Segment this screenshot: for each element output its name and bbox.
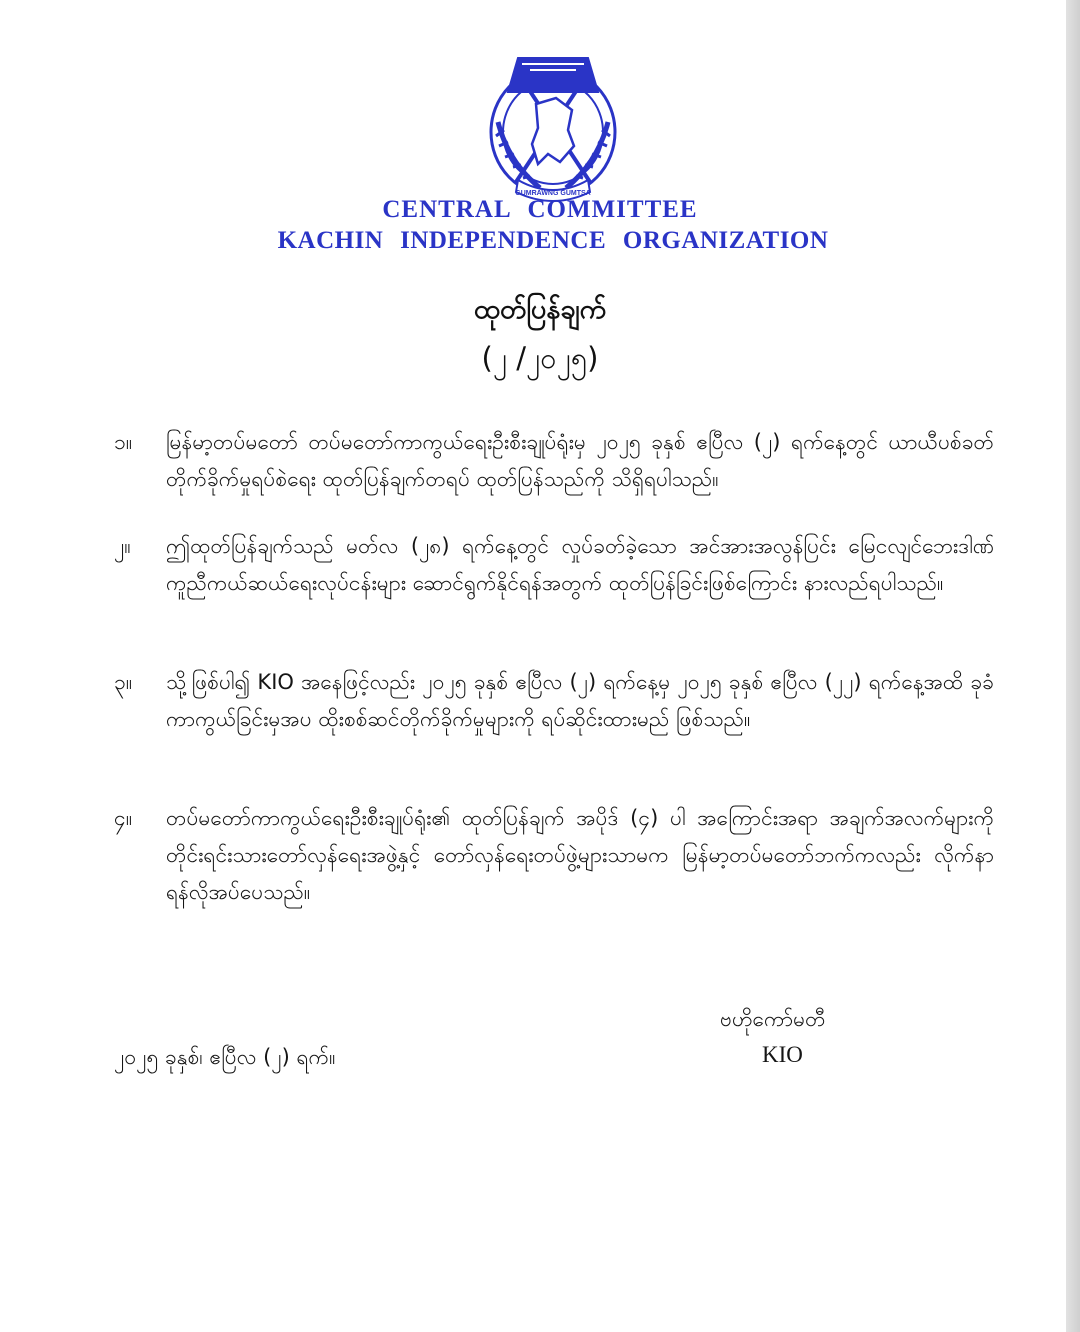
paragraph-text: တပ်မတော်ကာကွယ်ရေးဦးစီးချုပ်ရုံး၏ ထုတ်ပြန်ချက် အပိုဒ် (၄) ပါ အကြောင်းအရာ အချက်အလက်များကို တိုင်းရင်းသားတော်လှန်ရေးအဖွဲ့နှင့် တော်လှန်ရေးတပ်ဖွဲ့များသာမက မြန်မာ့တပ်မတော်ဘက်ကလည်း လိုက်နာရန်လိုအပ်ပေသည်။ <box>166 806 994 904</box>
issue-date: ၂၀၂၅ ခုနှစ်၊ ဧပြီလ (၂) ရက်။ <box>114 1045 336 1069</box>
paragraph-text: သို့ဖြစ်ပါ၍ KIO အနေဖြင့်လည်း ၂၀၂၅ ခုနှစ် ဧပြီလ (၂) ရက်နေ့မှ ၂၀၂၅ ခုနှစ် ဧပြီလ (၂၂) ရက်နေ့အထိ ခုခံကာကွယ်ခြင်းမှအပ ထိုးစစ်ဆင်တိုက်ခိုက်မှုများကို ရပ်ဆိုင်းထားမည် ဖြစ်သည်။ <box>166 670 994 731</box>
signatory-title: ဗဟိုကော်မတီ <box>720 1007 826 1031</box>
paragraph-1 <box>114 424 994 498</box>
document-title: ထုတ်ပြန်ချက် <box>473 294 607 325</box>
kio-emblem-icon <box>478 52 628 202</box>
header-organization-name: KACHIN INDEPENDENCE ORGANIZATION <box>277 227 829 254</box>
document-number: (၂ /၂၀၂၅) <box>481 341 599 375</box>
emblem-ribbon-text: GUMRAWNG GUMTSA <box>515 190 591 197</box>
paragraph-3 <box>114 664 994 738</box>
paragraph-number: ၃။ <box>114 670 133 694</box>
paragraph-2 <box>114 528 994 602</box>
paragraph-number: ၄။ <box>114 806 133 830</box>
signatory-org: KIO <box>762 1042 803 1067</box>
paragraph-text: မြန်မာ့တပ်မတော် တပ်မတော်ကာကွယ်ရေးဦးစီးချုပ်ရုံးမှ ၂၀၂၅ ခုနှစ် ဧပြီလ (၂) ရက်နေ့တွင် ယာယီပစ်ခတ်တိုက်ခိုက်မှုရပ်စဲရေး ထုတ်ပြန်ချက်တရပ် ထုတ်ပြန်သည်ကို သိရှိရပါသည်။ <box>166 430 994 491</box>
paragraph-number: ၁။ <box>114 430 133 454</box>
header-central-committee: CENTRAL COMMITTEE <box>382 196 698 223</box>
paragraph-number: ၂။ <box>114 534 131 558</box>
paragraph-4 <box>114 800 994 911</box>
paragraph-text: ဤထုတ်ပြန်ချက်သည် မတ်လ (၂၈) ရက်နေ့တွင် လှုပ်ခတ်ခဲ့သော အင်အားအလွန်ပြင်း မြေငလျင်ဘေးဒါဏ် ကူညီကယ်ဆယ်ရေးလုပ်ငန်းများ ဆောင်ရွက်နိုင်ရန်အတွက် ထုတ်ပြန်ခြင်းဖြစ်ကြောင်း နားလည်ရပါသည်။ <box>166 534 994 595</box>
